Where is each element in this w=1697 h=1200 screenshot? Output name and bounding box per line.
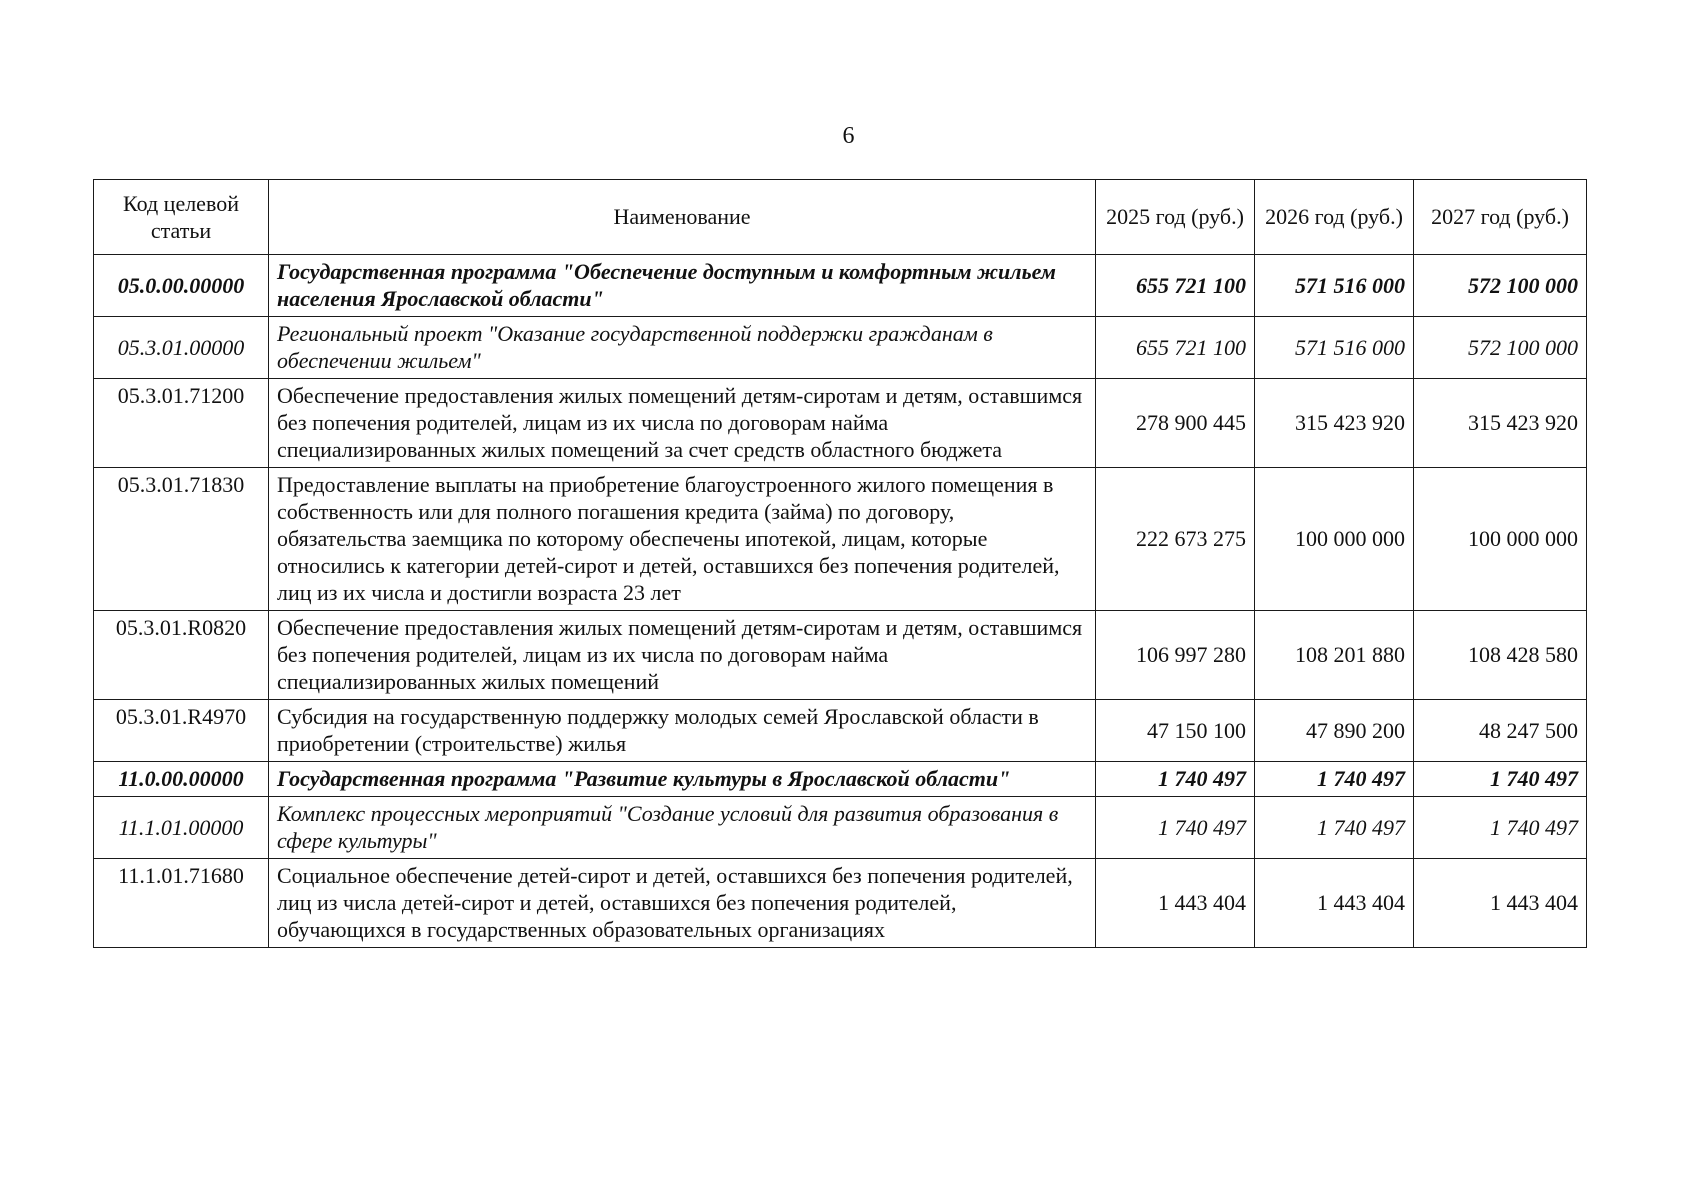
row-amount-2027: 1 740 497 <box>1414 762 1587 797</box>
row-name: Региональный проект "Оказание государственной поддержки гражданам в обеспечении жильем" <box>269 317 1096 379</box>
row-amount-2025: 278 900 445 <box>1096 379 1255 468</box>
header-year-2025: 2025 год (руб.) <box>1096 180 1255 255</box>
row-amount-2026: 1 740 497 <box>1255 762 1414 797</box>
table-row <box>94 859 1587 948</box>
row-name: Обеспечение предоставления жилых помещений детям-сиротам и детям, оставшимся без попечения родителей, лицам из их числа по договорам найма специализированных жилых помещений за счет средств областного бюджета <box>269 379 1096 468</box>
row-code: 05.3.01.R0820 <box>94 611 269 700</box>
page-number: 6 <box>842 123 855 149</box>
row-amount-2027: 572 100 000 <box>1414 255 1587 317</box>
row-amount-2025: 1 443 404 <box>1096 859 1255 948</box>
row-code: 05.0.00.00000 <box>94 255 269 317</box>
row-amount-2026: 108 201 880 <box>1255 611 1414 700</box>
table-row <box>94 468 1587 611</box>
header-year-2026: 2026 год (руб.) <box>1255 180 1414 255</box>
row-amount-2027: 315 423 920 <box>1414 379 1587 468</box>
row-name: Комплекс процессных мероприятий "Создание условий для развития образования в сфере культуры" <box>269 797 1096 859</box>
row-name: Предоставление выплаты на приобретение благоустроенного жилого помещения в собственность или для полного погашения кредита (займа) по договору, обязательства заемщика по которому обеспечены ипотекой, лицам, которые относились к категории детей-сирот и детей, оставшихся без попечения родителей, лиц из их числа и достигли возраста 23 лет <box>269 468 1096 611</box>
row-amount-2025: 222 673 275 <box>1096 468 1255 611</box>
row-name: Государственная программа "Развитие культуры в Ярославской области" <box>269 762 1096 797</box>
row-code: 11.1.01.00000 <box>94 797 269 859</box>
row-amount-2027: 572 100 000 <box>1414 317 1587 379</box>
row-amount-2025: 1 740 497 <box>1096 797 1255 859</box>
row-code: 05.3.01.R4970 <box>94 700 269 762</box>
row-amount-2026: 315 423 920 <box>1255 379 1414 468</box>
row-amount-2027: 48 247 500 <box>1414 700 1587 762</box>
row-code: 05.3.01.71830 <box>94 468 269 611</box>
header-year-2027: 2027 год (руб.) <box>1414 180 1587 255</box>
table-row <box>94 611 1587 700</box>
row-amount-2027: 108 428 580 <box>1414 611 1587 700</box>
row-code: 11.1.01.71680 <box>94 859 269 948</box>
header-code: Код целевой статьи <box>94 180 269 255</box>
table-row <box>94 700 1587 762</box>
row-amount-2025: 655 721 100 <box>1096 317 1255 379</box>
row-amount-2027: 1 740 497 <box>1414 797 1587 859</box>
row-amount-2025: 106 997 280 <box>1096 611 1255 700</box>
row-amount-2026: 100 000 000 <box>1255 468 1414 611</box>
row-code: 05.3.01.71200 <box>94 379 269 468</box>
row-code: 11.0.00.00000 <box>94 762 269 797</box>
header-row <box>94 180 1587 255</box>
table-row <box>94 379 1587 468</box>
row-amount-2026: 571 516 000 <box>1255 255 1414 317</box>
row-code: 05.3.01.00000 <box>94 317 269 379</box>
header-name: Наименование <box>269 180 1096 255</box>
row-amount-2025: 47 150 100 <box>1096 700 1255 762</box>
row-amount-2026: 1 740 497 <box>1255 797 1414 859</box>
row-amount-2027: 100 000 000 <box>1414 468 1587 611</box>
row-name: Социальное обеспечение детей-сирот и детей, оставшихся без попечения родителей, лиц из числа детей-сирот и детей, оставшихся без попечения родителей, обучающихся в государственных образовательных организациях <box>269 859 1096 948</box>
row-name: Государственная программа "Обеспечение доступным и комфортным жильем населения Ярославской области" <box>269 255 1096 317</box>
row-amount-2025: 655 721 100 <box>1096 255 1255 317</box>
row-name: Субсидия на государственную поддержку молодых семей Ярославской области в приобретении (строительстве) жилья <box>269 700 1096 762</box>
row-amount-2026: 47 890 200 <box>1255 700 1414 762</box>
row-amount-2025: 1 740 497 <box>1096 762 1255 797</box>
table-row <box>94 255 1587 317</box>
row-name: Обеспечение предоставления жилых помещений детям-сиротам и детям, оставшимся без попечения родителей, лицам из их числа по договорам найма специализированных жилых помещений <box>269 611 1096 700</box>
table-row <box>94 762 1587 797</box>
table-body <box>94 255 1587 948</box>
table-row <box>94 317 1587 379</box>
table-header <box>94 180 1587 255</box>
row-amount-2026: 1 443 404 <box>1255 859 1414 948</box>
budget-table <box>93 179 1587 948</box>
row-amount-2026: 571 516 000 <box>1255 317 1414 379</box>
table-row <box>94 797 1587 859</box>
row-amount-2027: 1 443 404 <box>1414 859 1587 948</box>
